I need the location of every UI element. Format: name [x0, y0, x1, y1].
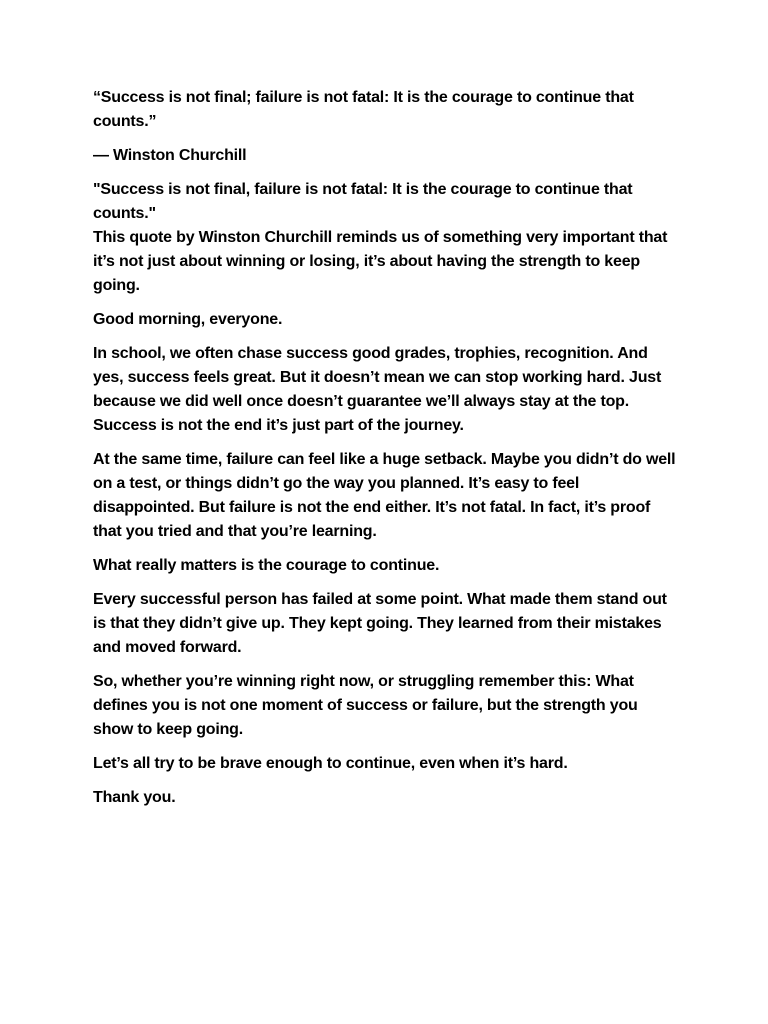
- quote-attribution: — Winston Churchill: [93, 147, 247, 164]
- repeated-quote: "Success is not final, failure is not fatal: It is the courage to continue that counts.": [93, 181, 633, 222]
- paragraph-be-brave: Let’s all try to be brave enough to continue, even when it’s hard.: [93, 755, 568, 772]
- document-page: [93, 86, 681, 820]
- greeting: Good morning, everyone.: [93, 311, 283, 328]
- paragraph-successful-people: Every successful person has failed at some point. What made them stand out is that they didn’t give up. They kept going. They learned from their mistakes and moved forward.: [93, 591, 667, 656]
- paragraph-courage: What really matters is the courage to continue.: [93, 557, 440, 574]
- paragraph-success: In school, we often chase success good grades, trophies, recognition. And yes, success feels great. But it doesn’t mean we can stop working hard. Just because we did well once doesn’t guarantee we’ll always stay at the top. Success is not the end it’s just part of the journey.: [93, 345, 662, 434]
- paragraph-failure: At the same time, failure can feel like a huge setback. Maybe you didn’t do well on a test, or things didn’t go the way you planned. It’s easy to feel disappointed. But failure is not the end either. It’s not fatal. In fact, it’s proof that you tried and that you’re learning.: [93, 451, 676, 540]
- closing-thanks: Thank you.: [93, 789, 176, 806]
- quote-explanation: This quote by Winston Churchill reminds us of something very important that it’s not just about winning or losing, it’s about having the strength to keep going.: [93, 229, 668, 294]
- quote-intro-block: [93, 178, 681, 298]
- opening-quote: “Success is not final; failure is not fatal: It is the courage to continue that counts.”: [93, 89, 634, 130]
- paragraph-defines-you: So, whether you’re winning right now, or struggling remember this: What defines you is not one moment of success or failure, but the strength you show to keep going.: [93, 673, 638, 738]
